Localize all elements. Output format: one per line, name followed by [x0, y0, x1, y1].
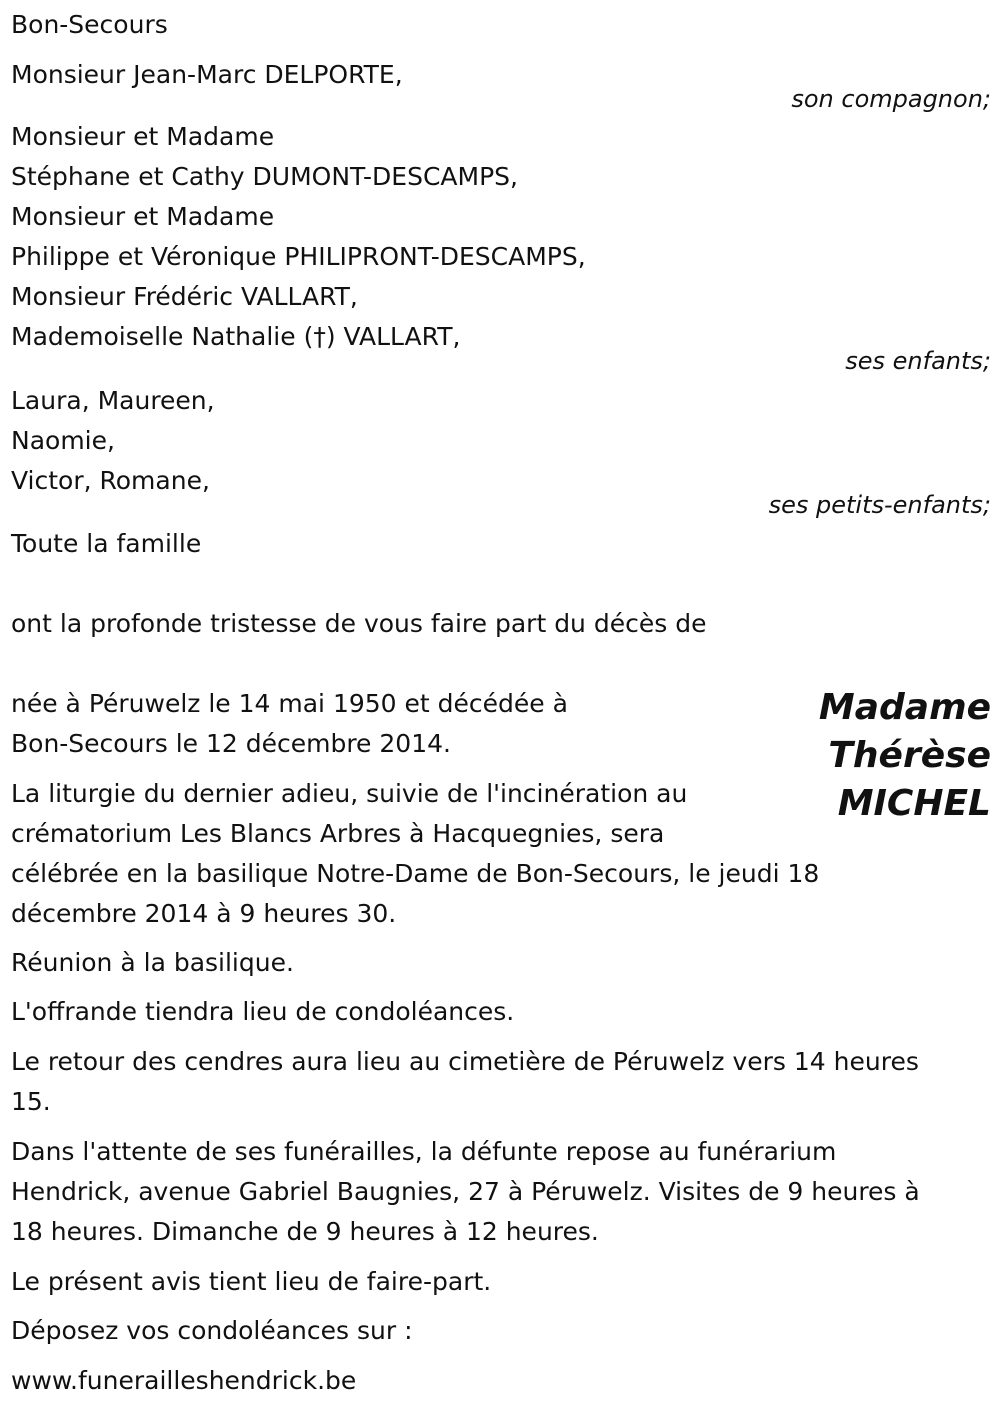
notice-line: Le présent avis tient lieu de faire-part. [11, 1267, 492, 1296]
meeting-line: Réunion à la basilique. [11, 948, 294, 977]
grandchild-line: Laura, Maureen, [11, 386, 215, 415]
companion-role: son compagnon; [791, 85, 991, 113]
liturgy-line: crématorium Les Blancs Arbres à Hacquegnies, sera [11, 819, 665, 848]
liturgy-line: La liturgie du dernier adieu, suivie de l'incinération au [11, 779, 688, 808]
deceased-name-block [819, 684, 991, 828]
offering-line: L'offrande tiendra lieu de condoléances. [11, 997, 515, 1026]
child-line: Monsieur et Madame [11, 202, 275, 231]
child-line: Philippe et Véronique PHILIPRONT-DESCAMPS, [11, 242, 586, 271]
ashes-line: Le retour des cendres aura lieu au cimetière de Péruwelz vers 14 heures [11, 1047, 919, 1076]
ashes-line: 15. [11, 1087, 51, 1116]
liturgy-line: célébrée en la basilique Notre-Dame de Bon-Secours, le jeudi 18 [11, 859, 820, 888]
child-line: Stéphane et Cathy DUMONT-DESCAMPS, [11, 162, 518, 191]
liturgy-paragraph [11, 774, 819, 934]
birth-death-line: Bon-Secours le 12 décembre 2014. [11, 729, 451, 758]
liturgy-line: décembre 2014 à 9 heures 30. [11, 899, 397, 928]
announcement-line: ont la profonde tristesse de vous faire part du décès de [11, 609, 707, 638]
funeral-home-paragraph [11, 1132, 920, 1252]
funeral-home-line: Dans l'attente de ses funérailles, la défunte repose au funérarium [11, 1137, 837, 1166]
funeral-home-line: 18 heures. Dimanche de 9 heures à 12 heures. [11, 1217, 599, 1246]
place-line: Bon-Secours [11, 10, 168, 39]
condolences-label: Déposez vos condoléances sur : [11, 1316, 413, 1345]
funeral-home-line: Hendrick, avenue Gabriel Baugnies, 27 à Péruwelz. Visites de 9 heures à [11, 1177, 920, 1206]
child-line: Monsieur et Madame [11, 122, 275, 151]
all-family-line: Toute la famille [11, 529, 202, 558]
grandchild-line: Victor, Romane, [11, 466, 210, 495]
deceased-last-name: MICHEL [837, 783, 991, 824]
deceased-first-name: Thérèse [828, 735, 991, 776]
grandchild-line: Naomie, [11, 426, 115, 455]
child-line: Monsieur Frédéric VALLART, [11, 282, 358, 311]
grandchildren-role: ses petits-enfants; [768, 491, 991, 519]
birth-death-line: née à Péruwelz le 14 mai 1950 et décédée à [11, 689, 568, 718]
companion-name: Monsieur Jean-Marc DELPORTE, [11, 60, 403, 89]
website-link[interactable]: www.funerailleshendrick.be [11, 1366, 357, 1395]
children-list [11, 117, 586, 357]
ashes-paragraph [11, 1042, 919, 1122]
child-line: Mademoiselle Nathalie (†) VALLART, [11, 322, 461, 351]
grandchildren-list [11, 381, 215, 501]
deceased-title: Madame [818, 687, 991, 728]
children-role: ses enfants; [845, 347, 991, 375]
